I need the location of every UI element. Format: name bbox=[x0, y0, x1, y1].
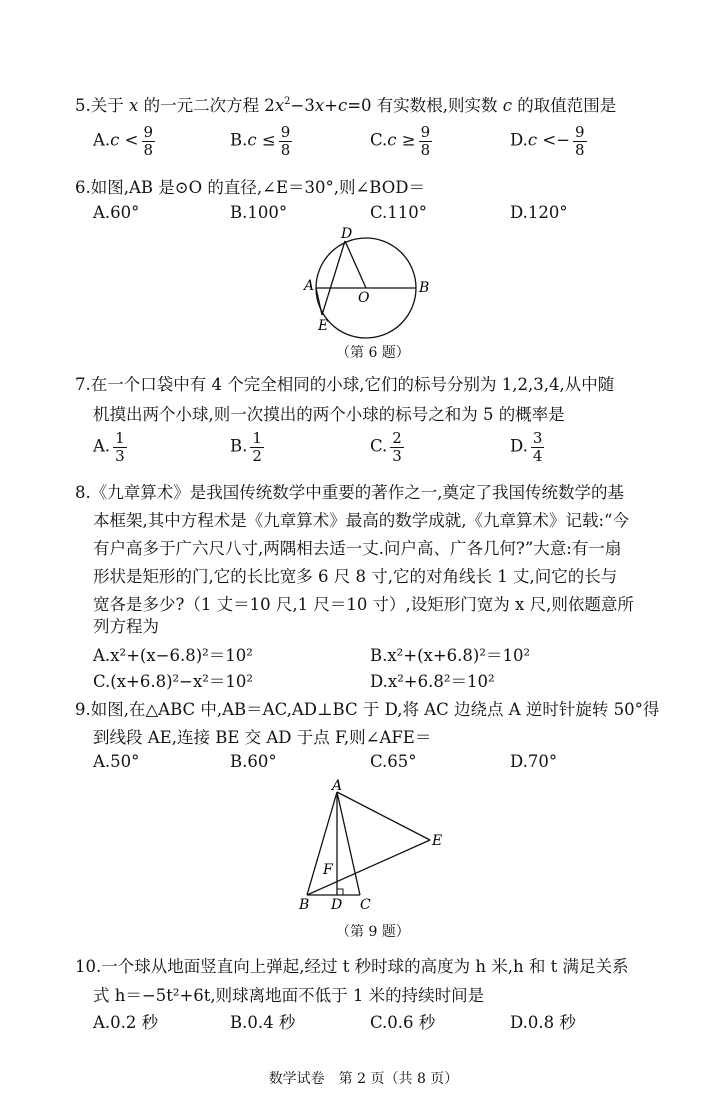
q9-triangle-figure bbox=[292, 778, 452, 914]
q9-option-a: A.50° bbox=[93, 752, 140, 771]
q7-option-c: C. $\frac{2}{3}$ bbox=[370, 429, 402, 465]
label-e: E bbox=[432, 833, 443, 849]
q10-option-c: C.0.6 秒 bbox=[370, 1013, 436, 1032]
q6-stem: 6.如图,AB 是⊙O 的直径,∠E＝30°,则∠BOD＝ bbox=[75, 178, 425, 197]
label-b: B bbox=[299, 897, 310, 913]
q10-line2: 式 h＝−5t²+6t,则球离地面不低于 1 米的持续时间是 bbox=[93, 986, 485, 1005]
q8-line6: 列方程为 bbox=[93, 617, 159, 636]
q8-line3: 有户高多于广六尺八寸,两隅相去适一丈.问户高、广各几何?”大意:有一扇 bbox=[93, 539, 622, 558]
q6-option-b: B.100° bbox=[230, 203, 288, 222]
q8-line4: 形状是矩形的门,它的长比宽多 6 尺 8 寸,它的对角线长 1 丈,问它的长与 bbox=[93, 567, 618, 586]
side-ab bbox=[307, 792, 337, 895]
q9-option-d: D.70° bbox=[510, 752, 558, 771]
q5-option-b: B.c ≤ $\frac{9}{8}$ bbox=[230, 123, 291, 159]
q6-option-c: C.110° bbox=[370, 203, 428, 222]
label-d: D bbox=[341, 226, 353, 242]
label-e: E bbox=[318, 318, 329, 334]
segment-do bbox=[345, 241, 366, 288]
label-a: A bbox=[332, 778, 343, 794]
q9-option-c: C.65° bbox=[370, 752, 417, 771]
q7-option-b: B. $\frac{1}{2}$ bbox=[230, 429, 262, 465]
q9-line1: 9.如图,在△ABC 中,AB＝AC,AD⊥BC 于 D,将 AC 边绕点 A 逆时针旋转 50°得 bbox=[75, 700, 660, 719]
label-c: C bbox=[360, 897, 371, 913]
q10-option-d: D.0.8 秒 bbox=[510, 1013, 576, 1032]
q8-option-d: D.x²+6.8²＝10² bbox=[370, 672, 495, 691]
q7-option-a: A. $\frac{1}{3}$ bbox=[93, 429, 125, 465]
q5-option-c: C.c ≥ $\frac{9}{8}$ bbox=[370, 123, 431, 159]
label-b: B bbox=[419, 280, 430, 296]
q10-option-b: B.0.4 秒 bbox=[230, 1013, 296, 1032]
q7-line2: 机摸出两个小球,则一次摸出的两个小球的标号之和为 5 的概率是 bbox=[93, 405, 565, 424]
segment-ae bbox=[337, 792, 430, 840]
q5-option-d: D.c <− $\frac{9}{8}$ bbox=[510, 123, 585, 159]
q9-option-b: B.60° bbox=[230, 752, 277, 771]
q5-stem: 5.关于 x 的一元二次方程 $2x^2-3x+c=0$ 有实数根,则实数 c 的取值范围是 bbox=[75, 96, 617, 115]
q5-option-a: A.c < $\frac{9}{8}$ bbox=[93, 123, 154, 159]
label-a: A bbox=[304, 278, 315, 294]
right-angle-mark bbox=[337, 889, 343, 895]
q10-option-a: A.0.2 秒 bbox=[93, 1013, 159, 1032]
q7-option-d: D. $\frac{3}{4}$ bbox=[510, 429, 543, 465]
q6-circle-figure bbox=[300, 226, 440, 344]
q7-line1: 7.在一个口袋中有 4 个完全相同的小球,它们的标号分别为 1,2,3,4,从中随 bbox=[75, 375, 615, 394]
label-d: D bbox=[331, 897, 343, 913]
q10-line1: 10.一个球从地面竖直向上弹起,经过 t 秒时球的高度为 h 米,h 和 t 满足关系 bbox=[75, 957, 629, 976]
label-o: O bbox=[358, 290, 370, 306]
q8-option-b: B.x²+(x+6.8)²＝10² bbox=[370, 646, 531, 665]
q8-line1: 8.《九章算术》是我国传统数学中重要的著作之一,奠定了我国传统数学的基 bbox=[75, 483, 624, 502]
q8-line2: 本框架,其中方程术是《九章算术》最高的数学成就,《九章算术》记载:“今 bbox=[93, 511, 629, 530]
page-footer: 数学试卷 第 2 页（共 8 页） bbox=[268, 1071, 459, 1087]
chord-de bbox=[322, 241, 345, 315]
q9-line2: 到线段 AE,连接 BE 交 AD 于点 F,则∠AFE＝ bbox=[93, 728, 432, 747]
segment-ae bbox=[316, 288, 322, 315]
label-f: F bbox=[323, 862, 333, 878]
q6-caption: （第 6 题） bbox=[336, 345, 410, 361]
q9-caption: （第 9 题） bbox=[336, 924, 410, 940]
q8-line5: 宽各是多少?（1 丈＝10 尺,1 尺＝10 寸）,设矩形门宽为 x 尺,则依题意所 bbox=[93, 595, 634, 614]
q8-option-a: A.x²+(x−6.8)²＝10² bbox=[93, 646, 253, 665]
q6-option-a: A.60° bbox=[93, 203, 140, 222]
q6-option-d: D.120° bbox=[510, 203, 568, 222]
q8-option-c: C.(x+6.8)²−x²＝10² bbox=[93, 672, 253, 691]
